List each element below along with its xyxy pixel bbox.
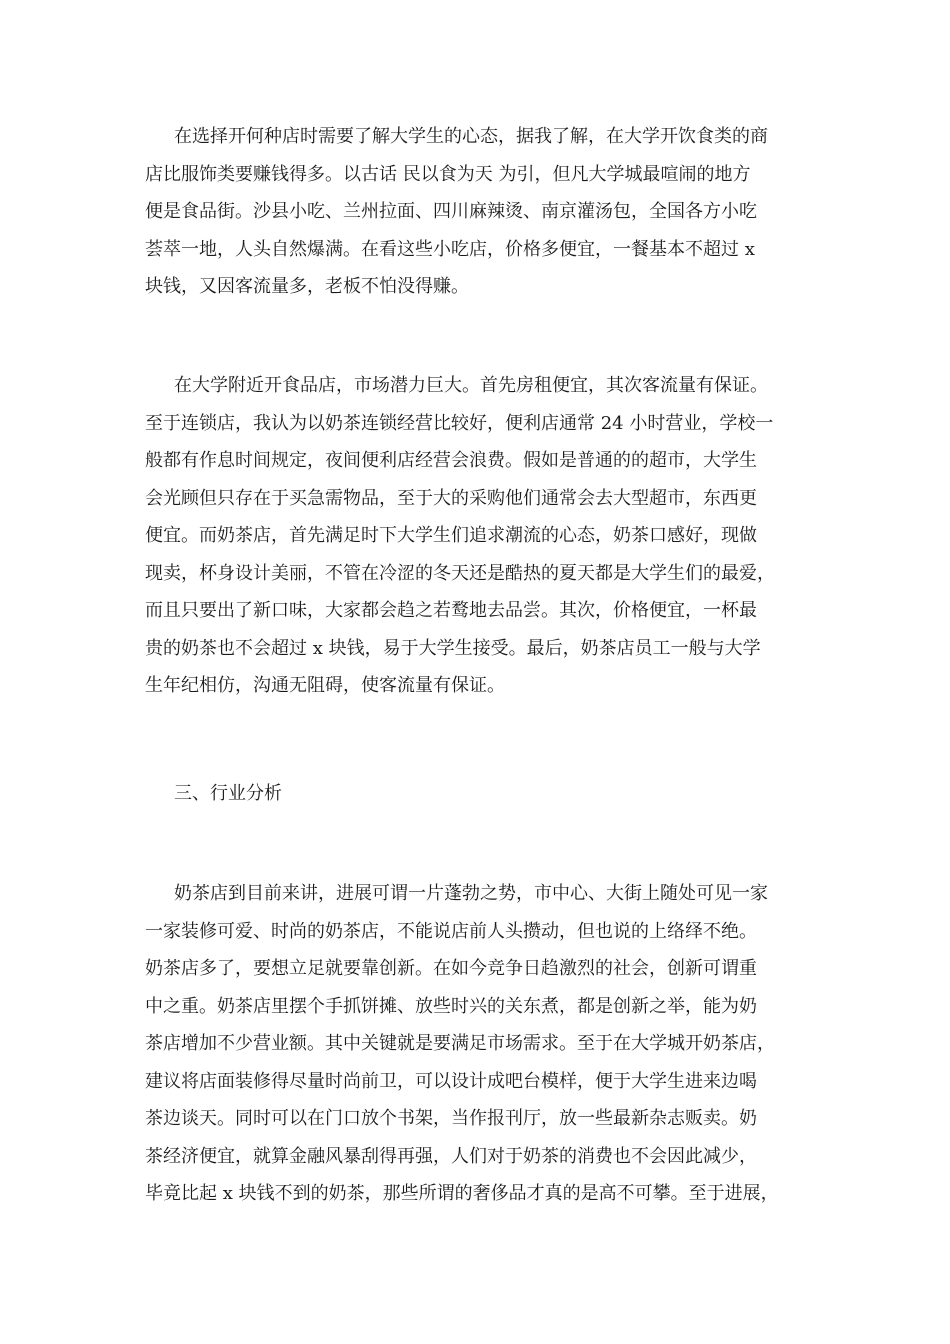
text-line: 毕竟比起 x 块钱不到的奶茶，那些所谓的奢侈品才真的是高不可攀。至于进展， <box>145 1183 779 1204</box>
text-line: 便是食品街。沙县小吃、兰州拉面、四川麻辣烫、南京灌汤包，全国各方小吃 <box>145 201 757 222</box>
text-line: 般都有作息时间规定，夜间便利店经营会浪费。假如是普通的的超市，大学生 <box>145 450 757 471</box>
text-line: 建议将店面装修得尽量时尚前卫，可以设计成吧台模样，便于大学生进来边喝 <box>145 1070 757 1092</box>
paragraph-market-potential <box>145 367 810 705</box>
text-line: 至于连锁店，我认为以奶茶连锁经营比较好，便利店通常 24 小时营业，学校一 <box>145 412 774 434</box>
text-line: 生年纪相仿，沟通无阻碍，使客流量有保证。 <box>145 675 505 696</box>
text-line: 荟萃一地，人头自然爆满。在看这些小吃店，价格多便宜，一餐基本不超过 x <box>145 238 755 260</box>
text-line: 贵的奶茶也不会超过 x 块钱，易于大学生接受。最后，奶茶店员工一般与大学 <box>145 637 761 659</box>
text-line: 茶边谈天。同时可以在门口放个书架，当作报刊厅，放一些最新杂志贩卖。奶 <box>145 1108 757 1129</box>
text-line: 奶茶店到目前来讲，进展可谓一片蓬勃之势，市中心、大街上随处可见一家 <box>174 883 768 904</box>
text-line: 在大学附近开食品店，市场潜力巨大。首先房租便宜，其次客流量有保证。 <box>174 375 768 396</box>
text-line: 茶经济便宜，就算金融风暴刮得再强，人们对于奶茶的消费也不会因此减少， <box>145 1145 757 1167</box>
text-line: 一家装修可爱、时尚的奶茶店，不能说店前人头攒动，但也说的上络绎不绝。 <box>145 920 757 942</box>
text-line: 而且只要出了新口味，大家都会趋之若鹜地去品尝。其次，价格便宜，一杯最 <box>145 600 757 621</box>
text-line: 块钱，又因客流量多，老板不怕没得赚。 <box>145 276 469 297</box>
text-line: 店比服饰类要赚钱得多。以古话 民以食为天 为引，但凡大学城最喧闹的地方 <box>145 163 751 185</box>
text-line: 中之重。奶茶店里摆个手抓饼摊、放些时兴的关东煮，都是创新之举，能为奶 <box>145 995 757 1017</box>
section-heading: 三、行业分析 <box>174 783 282 804</box>
text-line: 茶店增加不少营业额。其中关键就是要满足市场需求。至于在大学城开奶茶店， <box>145 1033 775 1054</box>
paragraph-industry-analysis <box>145 875 810 1213</box>
text-line: 会光顾但只存在于买急需物品，至于大的采购他们通常会去大型超市，东西更 <box>145 487 757 509</box>
text-line: 便宜。而奶茶店，首先满足时下大学生们追求潮流的心态，奶茶口感好，现做 <box>145 525 757 546</box>
paragraph-food-store-choice <box>145 118 810 306</box>
text-line: 在选择开何种店时需要了解大学生的心态，据我了解，在大学开饮食类的商 <box>174 126 768 147</box>
text-line: 奶茶店多了，要想立足就要靠创新。在如今竞争日趋激烈的社会，创新可谓重 <box>145 958 757 979</box>
text-line: 现卖，杯身设计美丽，不管在冷涩的冬天还是酷热的夏天都是大学生们的最爱， <box>145 562 775 584</box>
